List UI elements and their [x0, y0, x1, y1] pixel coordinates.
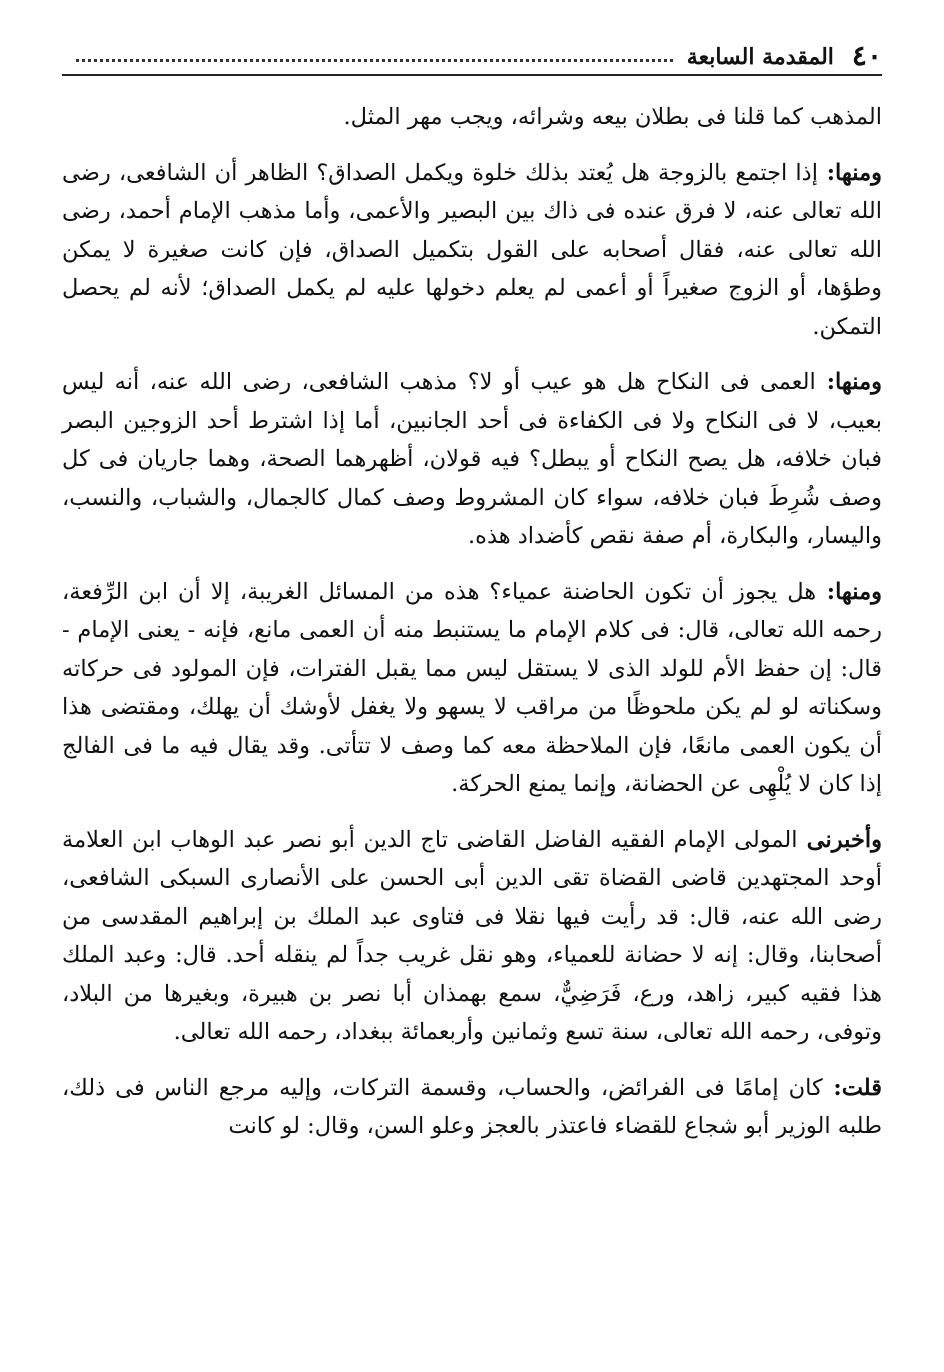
paragraph — [62, 1069, 882, 1146]
book-page — [62, 30, 882, 1342]
paragraph-lead: قلت: — [822, 1074, 882, 1101]
paragraph-text: كان إمامًا فى الفرائض، والحساب، وقسمة التركات، وإليه مرجع الناس فى ذلك، طلبه الوزير أبو شجاع للقضاء فاعتذر بالعجز وعلو السن، وقال: لو كانت — [62, 1074, 882, 1139]
paragraph — [62, 821, 882, 1052]
page-body — [62, 98, 882, 1146]
paragraph-lead: وأخبرنى — [797, 826, 882, 853]
page-header — [62, 30, 882, 76]
paragraph-text: هل يجوز أن تكون الحاضنة عمياء؟ هذه من المسائل الغريبة، إلا أن ابن الرِّفعة، رحمه الله تعالى، قال: فى كلام الإمام ما يستنبط منه أن العمى مانع، فإنه - يعنى الإمام - قال: إن حفظ الأم للولد الذى لا يستقل ليس مما يقبل الفترات، فإن المولود فى حركاته وسكناته لو لم يكن ملحوظًا من مراقب لا يسهو ولا يغفل لأوشك أن يهلك، ومقتضى هذا أن يكون العمى مانعًا، فإن الملاحظة معه كما وصف لا تتأتى. وقد يقال فيه ما فى الفالج إذا كان لا يُلْهِى عن الحضانة، وإنما يمنع الحركة. — [62, 578, 882, 797]
paragraph-lead: ومنها: — [815, 369, 882, 395]
paragraph — [62, 363, 882, 556]
paragraph-text: المذهب كما قلنا فى بطلان بيعه وشرائه، ويجب مهر المثل. — [343, 104, 882, 130]
paragraph-lead: ومنها: — [816, 578, 882, 605]
running-header — [62, 44, 834, 70]
paragraph — [62, 98, 882, 137]
page-number: ٤٠ — [851, 39, 882, 72]
paragraph-text: العمى فى النكاح هل هو عيب أو لا؟ مذهب الشافعى، رضى الله عنه، أنه ليس بعيب، لا فى النكاح ولا فى الكفاءة فى أحد الجانبين، أما إذا اشترط أحد الزوجين البصر فبان خلافه، هل يصح النكاح أو يبطل؟ فيه قولان، أظهرهما الصحة، وهما جاريان فى كل وصف شُرِطَ فبان خلافه، سواء كان المشروط وصف كمال كالجمال، والشباب، والنسب، واليسار، والبكارة، أم صفة نقص كأضداد هذه. — [62, 369, 882, 549]
paragraph-lead: ومنها: — [817, 159, 882, 186]
paragraph-text: إذا اجتمع بالزوجة هل يُعتد بذلك خلوة ويكمل الصداق؟ الظاهر أن الشافعى، رضى الله تعالى عنه، لا فرق عنده فى ذاك بين البصير والأعمى، وأما مذهب الإمام أحمد، رضى الله تعالى عنه، فقال أصحابه على القول بتكميل الصداق، فإن كانت صغيرة لا يمكن وطؤها، أو الزوج صغيراً أو أعمى لم يعلم دخولها عليه لم يكمل الصداق؛ لأنه لم يحصل التمكن. — [62, 159, 882, 340]
paragraph — [62, 573, 882, 804]
paragraph — [62, 154, 882, 347]
running-title: المقدمة السابعة — [686, 44, 834, 70]
dot-leader — [76, 59, 673, 62]
paragraph-text: المولى الإمام الفقيه الفاضل القاضى تاج الدين أبو نصر عبد الوهاب ابن العلامة أوحد المجتهدين قاضى القضاة تقى الدين أبى الحسن على الأنصارى السبكى الشافعى، رضى الله عنه، قال: قد رأيت فيها نقلا فى فتاوى عبد الملك بن إبراهيم المقدسى من أصحابنا، وقال: إنه لا حضانة للعمياء، وهو نقل غريب جداً لم ينقله أحد. قال: وعبد الملك هذا فقيه كبير، زاهد، ورع، فَرَضِيٌّ، سمع بهمذان أبا نصر بن هبيرة، وبغيرها من البلاد، وتوفى، رحمه الله تعالى، سنة تسع وثمانين وأربعمائة ببغداد، رحمه الله تعالى. — [62, 826, 882, 1045]
